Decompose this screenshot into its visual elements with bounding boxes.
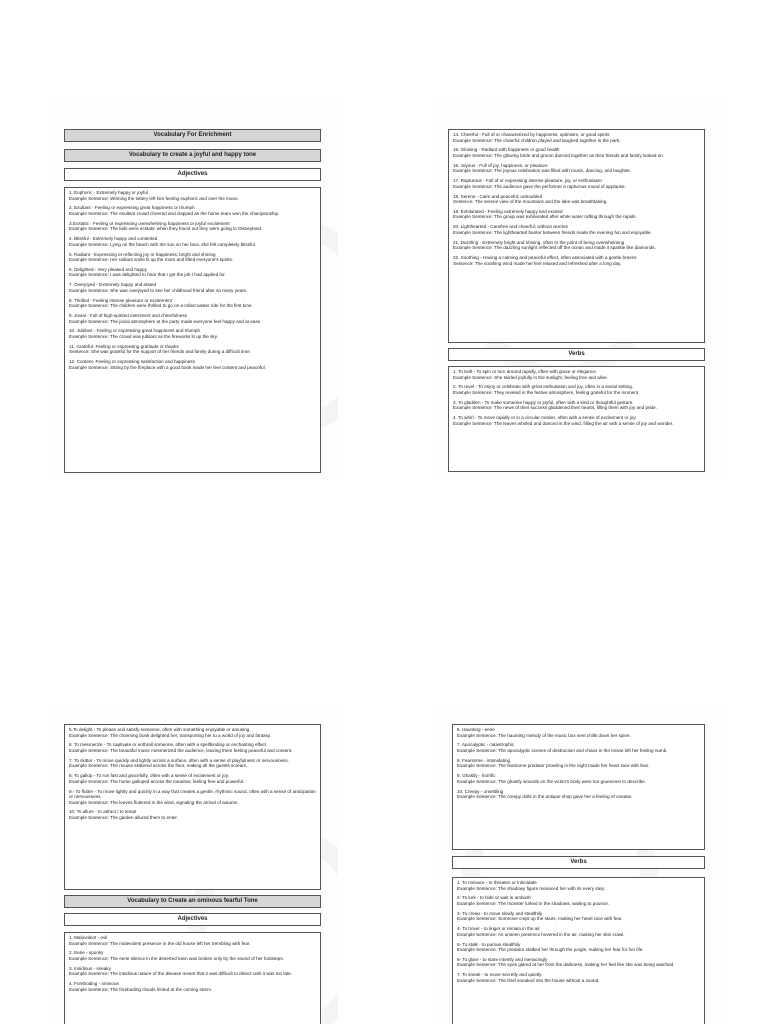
entry-definition: 3- To creep - to move slowly and stealthily	[457, 910, 543, 916]
entry-definition: 8. To gallop - To run fast and gracefully, often with a sense of excitement or joy.	[69, 773, 230, 779]
entry-example: Sentence: The soothing wind made her feel relaxed and refreshed after a long day.	[453, 260, 622, 266]
section-heading-adjectives: Adjectives	[64, 913, 321, 926]
entry-example: Example Sentence: The kids were ecstatic when they found out they were going to Disneyland.	[69, 226, 263, 232]
entry-definition: 8. Thrilled - Feeling intense pleasure or excitement	[69, 297, 173, 303]
entry-example: Example Sentence: Someone crept up the stairs, making her heart race with fear.	[457, 916, 623, 922]
entry-example: Example Sentence: The children were thrilled to go on a rollercoaster ride for the first time.	[69, 303, 253, 309]
entry-example: Example Sentence: Winning the lottery left him feeling euphoric and over the moon.	[69, 195, 239, 201]
entry-example: Example Sentence: The predator stalked her through the jungle, making her fear for her life.	[457, 947, 644, 953]
entry-example: Example Sentence: The garden allured them to enter.	[69, 815, 178, 821]
entry-example: Sentence: The serene view of the mountains and the lake was breathtaking.	[453, 199, 608, 205]
list-item	[69, 328, 316, 339]
entry-definition: 11. Grateful- Feeling or expressing gratitude or thanks	[69, 343, 179, 349]
list-item	[69, 809, 316, 820]
entry-definition: 17. Rapturous - Full of or expressing intense pleasure, joy, or enthusiasm	[453, 178, 602, 184]
entry-definition: 15. Glowing - Radiant with happiness or good health	[453, 147, 560, 153]
list-item	[453, 240, 700, 251]
entry-definition: 2. Eerie - spooky	[69, 950, 104, 956]
entry-example: Example Sentence: The shadowy figure menaced her with its every step.	[457, 885, 606, 891]
entry-example: Example Sentence: The insidious nature of the disease meant that it was difficult to detect until it was too late.	[69, 971, 293, 977]
entry-example: Example Sentence: The news of their success gladdened their hearts, filling them with joy and pride.	[453, 405, 657, 411]
adjectives-list	[64, 187, 321, 473]
entry-example: Example Sentence: An unseen presence hovered in the air, making her skin crawl.	[457, 931, 625, 937]
entry-example: Example Sentence: She twirled joyfully in the sunlight, feeling free and alive.	[453, 374, 609, 380]
verbs-list	[452, 877, 705, 1024]
entry-example: Example Sentence: The jovial atmosphere at the party made everyone feel happy and at ease.	[69, 318, 262, 324]
page-4	[432, 706, 722, 1024]
adjectives-list-continued	[452, 724, 705, 850]
entry-definition: 3.Ecstatic - Feeling or expressing overwhelming happiness or joyful excitement	[69, 220, 230, 226]
entry-example: Example Sentence: The dazzling sunlight reflected off the ocean and made it sparkle like diamonds.	[453, 245, 656, 251]
list-item	[453, 209, 700, 220]
section-heading-adjectives: Adjectives	[64, 168, 321, 181]
list-item	[457, 942, 700, 953]
entry-example: Example Sentence: The mouse skittered across the floor, making all the guests scream.	[69, 763, 248, 769]
list-item	[457, 911, 700, 922]
list-item	[453, 194, 700, 205]
section-heading-verbs: Verbs	[452, 856, 705, 869]
entry-definition: 8. Fearsome - intimidating	[457, 757, 511, 763]
list-item	[69, 313, 316, 324]
entry-example: Example Sentence: The audience gave the performer a rapturous round of applause.	[453, 183, 626, 189]
page-3	[48, 706, 338, 1024]
entry-example: Example Sentence: The leaves whirled and danced in the wind, filling the air with a sense of joy and wonder.	[453, 420, 674, 426]
entry-example: Example Sentence: The glowing bride and groom danced together as their friends and family looked on.	[453, 152, 665, 158]
list-item	[69, 742, 316, 753]
list-item	[453, 132, 700, 143]
list-item	[69, 267, 316, 278]
entry-example: Example Sentence: The cheerful children played and laughed together in the park.	[453, 137, 621, 143]
entry-example: Example Sentence: The lighthearted banter between friends made the evening fun and enjoyable.	[453, 229, 652, 235]
list-item	[457, 972, 700, 983]
entry-definition: 6. To mesmerize - To captivate or enthrall someone, often with a spellbinding or enchanting effect.	[69, 742, 268, 748]
entry-definition: 16. Joyous - Full of joy, happiness, or pleasure	[453, 162, 548, 168]
entry-example: Example Sentence: The haunting melody of the music box sent chills down her spine.	[457, 732, 631, 738]
entry-definition: 2- To lurk - to hide or wait in ambush	[457, 895, 531, 901]
list-item	[453, 147, 700, 158]
list-item	[69, 789, 316, 806]
list-item	[457, 926, 700, 937]
list-item	[453, 163, 700, 174]
entry-example: Example Sentence: The apocalyptic scenes of destruction and chaos in the movie left her feeling numb.	[457, 747, 668, 753]
entry-definition: 6- To glare - to stare intently and menacingly	[457, 956, 548, 962]
entry-example: Example Sentence: The creepy dolls in the antique shop gave her a feeling of unease.	[457, 794, 633, 800]
entry-example: Example Sentence: The group was exhilarated after white water rafting through the rapids.	[453, 214, 637, 220]
entry-example: Example Sentence: The leaves fluttered in the wind, signaling the arrival of autumn.	[69, 799, 239, 805]
page-1	[48, 98, 338, 480]
list-item	[457, 880, 700, 891]
list-item	[453, 400, 700, 411]
entry-definition: 19. Exhilarated - Feeling extremely happy and excited	[453, 208, 563, 214]
entry-example: Example Sentence: The foreboding clouds hinted at the coming storm.	[69, 986, 213, 992]
list-item	[453, 384, 700, 395]
entry-definition: 1. Malevolent - evil	[69, 935, 108, 940]
entry-example: Example Sentence: The thief sneaked into the house without a sound.	[457, 977, 600, 983]
list-item	[457, 895, 700, 906]
entry-definition: 7. To sneak - to move secretly and quietly	[457, 972, 542, 978]
entry-definition: 5. Radiant - Expressing or reflecting joy or happiness; bright and shining	[69, 251, 216, 257]
entry-definition: 7. To skitter - To move quickly and lightly across a surface, often with a sense of playfulness or nervousness.	[69, 757, 289, 763]
entry-definition: 1. To twirl - To spin or turn around rapidly, often with grace or elegance.	[453, 369, 598, 374]
entry-definition: 2. To revel - To enjoy or celebrate with great enthusiasm and joy, often in a social setting.	[453, 384, 634, 390]
entry-definition: 5- To stalk - to pursue stealthily	[457, 941, 521, 947]
entry-definition: 4- To hover - to linger or remain in the air	[457, 926, 540, 932]
section-heading-verbs: Verbs	[448, 348, 705, 361]
adjectives-list	[64, 932, 321, 1024]
list-item	[69, 221, 316, 232]
entry-definition: 9.- To flutter - To move lightly and quickly in a way that creates a gentle, rhythmic sound, often with a sense of anticipation or nervousness.	[69, 788, 316, 800]
list-item	[69, 758, 316, 769]
entry-definition: 6. Delighted - Very pleased and happy	[69, 266, 147, 272]
list-item	[69, 773, 316, 784]
list-item	[453, 178, 700, 189]
entry-definition: 7. Apocalyptic - catastrophic	[457, 742, 515, 748]
entry-example: Example Sentence: The charming book delighted her, transporting her to a world of joy and fantasy.	[69, 732, 272, 738]
entry-example: Example Sentence: She was overjoyed to see her childhood friend after so many years.	[69, 287, 248, 293]
entry-definition: 22. Soothing - Having a calming and peaceful effect, often associated with a gentle breeze	[453, 255, 637, 260]
entry-definition: 10. Creepy - unsettling	[457, 788, 504, 794]
list-item	[69, 727, 316, 738]
list-item	[69, 205, 316, 216]
entry-definition: 4. Foreboding - ominous	[69, 981, 119, 987]
entry-definition: 9. Ghastly - horrific	[457, 773, 496, 779]
list-item	[457, 957, 700, 968]
entry-definition: 4. Blissful - Extremely happy and contented	[69, 236, 158, 242]
page-2	[432, 98, 722, 480]
entry-example: Example Sentence: I was delighted to hear that I got the job I had applied for.	[69, 272, 226, 278]
entry-definition: 14. Cheerful - Full of or characterized by happiness, optimism, or good spirits	[453, 132, 610, 137]
entry-example: Example Sentence: Sitting by the fireplace with a good book made her feel content and peaceful.	[69, 364, 266, 370]
list-item	[457, 773, 700, 784]
list-item	[69, 344, 316, 355]
entry-example: Example Sentence: The crowd was jubilant as the fireworks lit up the sky.	[69, 333, 218, 339]
entry-definition: 9. Jovial - Full of high-spirited merriment and cheerfulness	[69, 313, 187, 318]
list-item	[69, 236, 316, 247]
adjectives-list-continued	[448, 129, 705, 343]
entry-example: Example Sentence: The exultant crowd cheered and clapped as the home team won the championship.	[69, 210, 280, 216]
entry-definition: 6. Haunting - eerie	[457, 727, 495, 732]
entry-example: Example Sentence: The horse galloped across the meadow, feeling free and powerful.	[69, 778, 245, 784]
list-item	[69, 935, 316, 946]
list-item	[457, 758, 700, 769]
verbs-list-continued	[64, 724, 321, 890]
section-subtitle: Vocabulary to Create an ominous fearful Tone	[64, 895, 321, 908]
entry-definition: 5.To delight - To please and satisfy someone, often with something enjoyable or amusing.	[69, 727, 251, 732]
entry-example: Example Sentence: The ghastly wounds on the victim's body were too gruesome to describe.	[457, 778, 646, 784]
entry-definition: 12. Content- Feeling or expressing satisfaction and happiness	[69, 359, 195, 365]
entry-example: Example Sentence: Her radiant smile lit up the room and lifted everyone's spirits.	[69, 257, 234, 263]
entry-example: Example Sentence: They reveled in the festive atmosphere, feeling grateful for the moment.	[453, 389, 640, 395]
list-item	[69, 282, 316, 293]
entry-example: Example Sentence: The eyes glared at her from the darkness, making her feel like she was being watched.	[457, 962, 675, 968]
entry-example: Example Sentence: The eerie silence in the deserted town was broken only by the sound of her footsteps.	[69, 955, 284, 961]
list-item	[69, 966, 316, 977]
entry-definition: 3. To gladden - To make someone happy or joyful, often with a kind or thoughtful gesture.	[453, 399, 634, 405]
list-item	[453, 369, 700, 380]
entry-definition: 18. Serene - Calm and peaceful; untroubled	[453, 193, 543, 199]
entry-example: Example Sentence: The malevolent presence in the old house left her trembling with fear.	[69, 940, 251, 946]
list-item	[69, 252, 316, 263]
entry-definition: 4. To whirl - To move rapidly or in a circular motion, often with a sense of excitement or joy.	[453, 415, 637, 421]
section-subtitle: Vocabulary to create a joyful and happy tone	[64, 149, 321, 162]
list-item	[69, 981, 316, 992]
verbs-list	[448, 366, 705, 472]
list-item	[457, 742, 700, 753]
list-item	[453, 415, 700, 426]
entry-example: Example Sentence: The monster lurked in the shadows, waiting to pounce.	[457, 900, 610, 906]
entry-definition: 3. Insidious - sneaky	[69, 965, 111, 971]
entry-definition: 7. Overjoyed - Extremely happy and elated	[69, 282, 157, 288]
list-item	[69, 298, 316, 309]
list-item	[453, 224, 700, 235]
list-item	[69, 359, 316, 370]
entry-definition: 21. Dazzling - Extremely bright and shining, often to the point of being overwhelming	[453, 239, 625, 245]
entry-example: Example Sentence: The fearsome predator prowling in the night made her heart race with fear.	[457, 763, 650, 769]
list-item	[457, 789, 700, 800]
entry-example: Sentence: She was grateful for the support of her friends and family during a difficult time.	[69, 349, 251, 355]
entry-example: Example Sentence: Lying on the beach with the sun on her face, she felt completely blissful.	[69, 241, 257, 247]
entry-example: Example Sentence: The joyous celebration was filled with music, dancing, and laughter.	[453, 168, 631, 174]
list-item	[453, 255, 700, 266]
entry-definition: 2. Exultant - Feeling or expressing great happiness or triumph	[69, 205, 195, 211]
list-item	[457, 727, 700, 738]
entry-definition: 20. Lighthearted - Carefree and cheerful; without worries	[453, 224, 568, 230]
list-item	[69, 950, 316, 961]
entry-definition: 10. Jubilant - Feeling or expressing great happiness and triumph	[69, 328, 200, 334]
list-item	[69, 190, 316, 201]
entry-example: Example Sentence: The beautiful music mesmerized the audience, leaving them feeling peaceful and content.	[69, 747, 293, 753]
entry-definition: 1. To menace - to threaten or intimidate	[457, 880, 537, 885]
entry-definition: 10. To allure - to attract / to tempt	[69, 809, 137, 815]
doc-title: Vocabulary For Enrichment	[64, 129, 321, 142]
entry-definition: 1. Euphoric - Extremely happy or joyful	[69, 190, 148, 195]
